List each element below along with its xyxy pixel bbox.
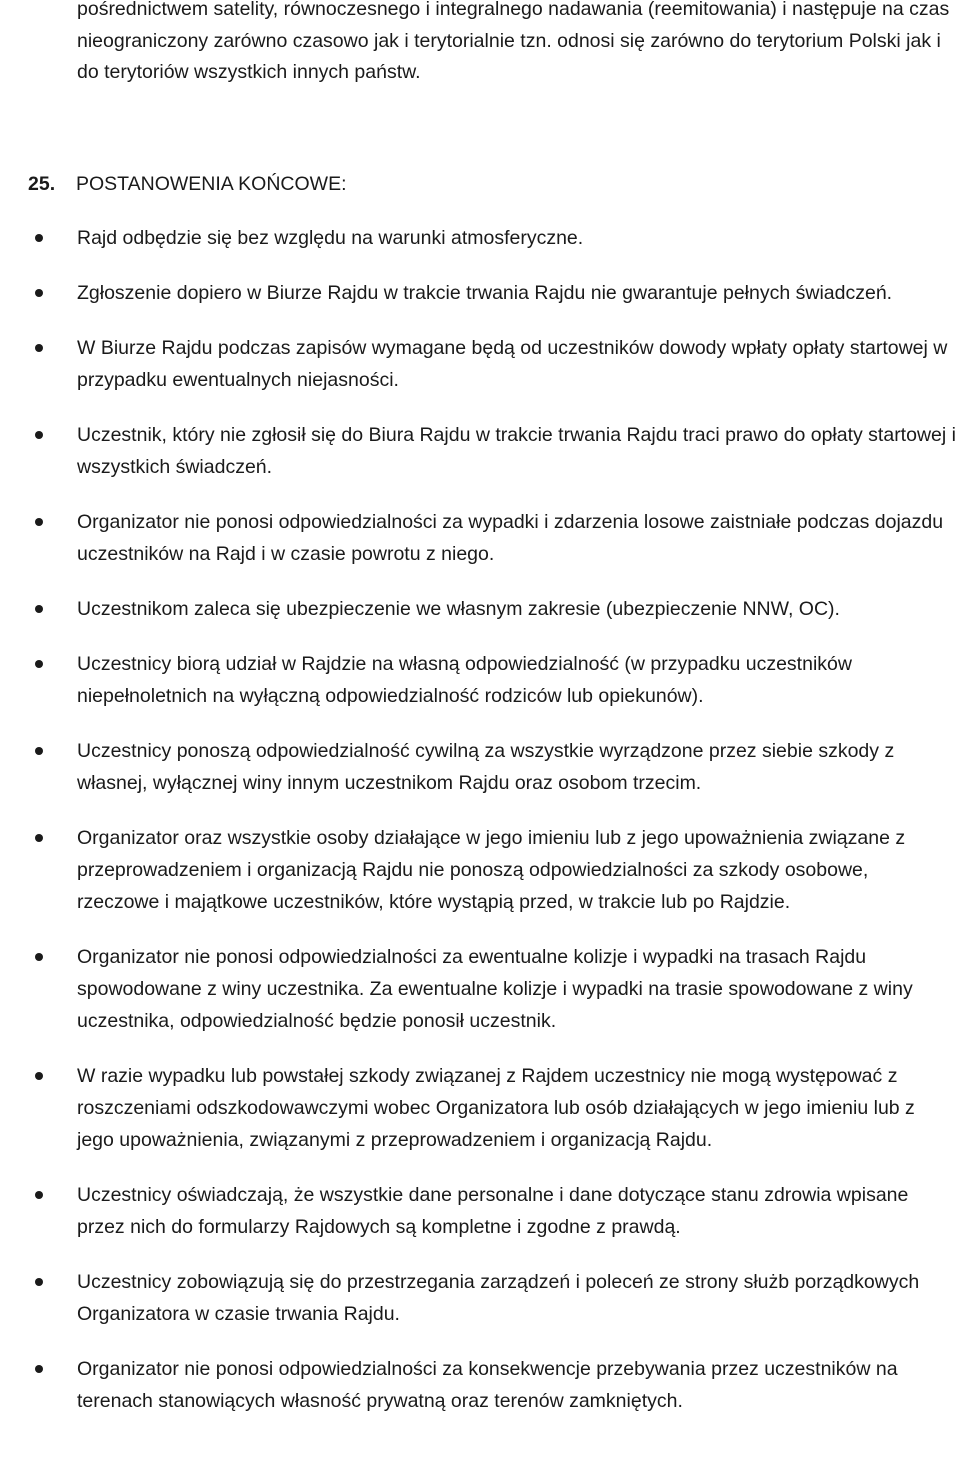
list-item: [0, 1353, 960, 1417]
list-item: [0, 735, 960, 799]
list-item-text: Zgłoszenie dopiero w Biurze Rajdu w trakcie trwania Rajdu nie gwarantuje pełnych świadczeń.: [77, 282, 893, 304]
bullet-icon: [35, 605, 43, 613]
bullet-icon: [35, 1278, 43, 1286]
section-heading: [28, 169, 347, 200]
list-item-text: Uczestnicy zobowiązują się do przestrzegania zarządzeń i poleceń ze strony służb porządkowych Organizatora w czasie trwania Rajdu.: [77, 1271, 920, 1325]
list-item-text: Organizator nie ponosi odpowiedzialności za wypadki i zdarzenia losowe zaistniałe podczas dojazdu uczestników na Rajd i w czasie powrotu z niego.: [77, 511, 944, 565]
list-item: [0, 277, 960, 309]
bullet-icon: [35, 1191, 43, 1199]
list-item: [0, 419, 960, 483]
list-item-text: Uczestnicy ponoszą odpowiedzialność cywilną za wszystkie wyrządzone przez siebie szkody z własnej, wyłącznej winy innym uczestnikom Rajdu oraz osobom trzecim.: [77, 740, 895, 794]
list-item-text: Uczestnikom zaleca się ubezpieczenie we własnym zakresie (ubezpieczenie NNW, OC).: [77, 598, 840, 620]
final-provisions-list: [0, 222, 960, 1440]
list-item-text: Organizator nie ponosi odpowiedzialności za ewentualne kolizje i wypadki na trasach Rajdu spowodowane z winy uczestnika. Za ewentualne kolizje i wypadki na trasie spowodowane z winy uczestnika, odpowiedzialność będzie ponosił uczestnik.: [77, 946, 913, 1032]
bullet-icon: [35, 1365, 43, 1373]
list-item: [0, 822, 960, 918]
list-item: [0, 593, 960, 625]
bullet-icon: [35, 344, 43, 352]
bullet-icon: [35, 289, 43, 297]
list-item-text: Uczestnicy oświadczają, że wszystkie dane personalne i dane dotyczące stanu zdrowia wpisane przez nich do formularzy Rajdowych są kompletne i zgodne z prawdą.: [77, 1184, 909, 1238]
list-item: [0, 1060, 960, 1156]
list-item-text: W Biurze Rajdu podczas zapisów wymagane będą od uczestników dowody wpłaty opłaty startowej w przypadku ewentualnych niejasności.: [77, 337, 948, 391]
list-item: [0, 506, 960, 570]
list-item: [0, 1179, 960, 1243]
list-item: [0, 1266, 960, 1330]
list-item: [0, 222, 960, 254]
bullet-icon: [35, 234, 43, 242]
list-item: [0, 332, 960, 396]
list-item-text: Uczestnik, który nie zgłosił się do Biura Rajdu w trakcie trwania Rajdu traci prawo do opłaty startowej i wszystkich świadczeń.: [77, 424, 956, 478]
list-item: [0, 648, 960, 712]
bullet-icon: [35, 518, 43, 526]
list-item-text: Organizator nie ponosi odpowiedzialności za konsekwencje przebywania przez uczestników na terenach stanowiących własność prywatną oraz terenów zamkniętych.: [77, 1358, 898, 1412]
list-item-text: Rajd odbędzie się bez względu na warunki atmosferyczne.: [77, 227, 584, 249]
bullet-icon: [35, 431, 43, 439]
section-number: 25.: [28, 173, 56, 195]
bullet-icon: [35, 747, 43, 755]
list-item-text: Uczestnicy biorą udział w Rajdzie na własną odpowiedzialność (w przypadku uczestników niepełnoletnich na wyłączną odpowiedzialność rodziców lub opiekunów).: [77, 653, 852, 707]
list-item: [0, 941, 960, 1037]
list-item-text: Organizator oraz wszystkie osoby działające w jego imieniu lub z jego upoważnienia związane z przeprowadzeniem i organizacją Rajdu nie ponoszą odpowiedzialności za szkody osobowe, rzeczowe i majątkowe uczestników, które wystąpią przed, w trakcie lub po Rajdzie.: [77, 827, 906, 913]
list-item-text: W razie wypadku lub powstałej szkody związanej z Rajdem uczestnicy nie mogą występować z roszczeniami odszkodowawczymi wobec Organizatora lub osób działających w jego imieniu lub z jego upoważnienia, związanymi z przeprowadzeniem i organizacją Rajdu.: [77, 1065, 915, 1151]
bullet-icon: [35, 953, 43, 961]
intro-paragraph: pośrednictwem satelity, równoczesnego i integralnego nadawania (reemitowania) i następuje na czas nieograniczony zarówno czasowo jak i terytorialnie tzn. odnosi się zarówno do terytorium Polski jak i do terytoriów wszystkich innych państw.: [77, 0, 950, 83]
section-title: POSTANOWENIA KOŃCOWE:: [76, 173, 347, 195]
bullet-icon: [35, 1072, 43, 1080]
bullet-icon: [35, 660, 43, 668]
bullet-icon: [35, 834, 43, 842]
